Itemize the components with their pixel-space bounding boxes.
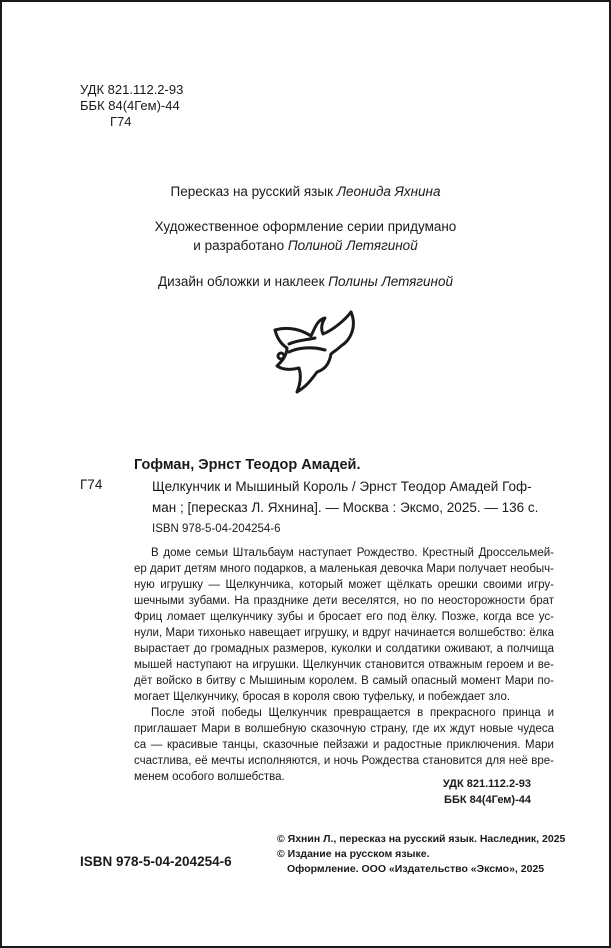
- series-design-prefix: и разработано: [193, 238, 288, 253]
- annotation-line: Фриц ломает щелкунчику зубы и бросает его под ёлку. Позже, когда все ус-: [134, 611, 554, 623]
- bbk-code: ББК 84(4Гем)-44: [80, 98, 180, 113]
- record-title-line1: Щелкунчик и Мышиный Король / Эрнст Теодор Амадей Гоф-: [152, 479, 532, 494]
- retelling-credit: [2, 182, 609, 201]
- series-design-line2: [2, 236, 609, 255]
- annotation-paragraph-2: [134, 705, 554, 785]
- annotation-line: После этой победы Щелкунчик превращается в прекрасного принца и: [151, 707, 554, 719]
- annotation-line: могает Щелкунчику, бросая в короля свою туфельку, и побеждает зло.: [134, 691, 511, 703]
- cover-design-name: Полины Летягиной: [328, 274, 453, 289]
- annotation-line: шечными зубами. На празднике дети веселятся, но по неосторожности брат: [134, 595, 554, 607]
- record-title-line2: ман ; [пересказ Л. Яхнина]. — Москва : Эксмо, 2025. — 136 с.: [152, 500, 539, 515]
- udk-code: УДК 821.112.2-93: [80, 82, 184, 97]
- cover-design-prefix: Дизайн обложки и наклеек: [157, 274, 329, 289]
- series-design-line1: Художественное оформление серии придумано: [154, 219, 457, 234]
- annotation-line: вырастает до громадных размеров, куколки и солдатики оживают, а полчища: [134, 643, 554, 655]
- record-isbn: ISBN 978-5-04-204254-6: [152, 523, 281, 535]
- annotation-line: са — красивые танцы, сказочные пейзажи и радостные приключения. Мари: [134, 739, 554, 751]
- copyright-line1: © Яхнин Л., пересказ на русский язык. Наследник, 2025: [277, 833, 566, 845]
- retelling-prefix: Пересказ на русский язык: [170, 184, 337, 199]
- annotation-line: ную игрушку — Щелкунчика, который может щёлкать орешки своими игру-: [134, 579, 554, 591]
- author-mark: Г74: [110, 114, 132, 129]
- annotation-line: ер дарит детям много подарков, а маленькая девочка Мари получает необыч-: [134, 563, 554, 575]
- bottom-udk-code: УДК 821.112.2-93: [442, 778, 531, 790]
- squirrel-logo-icon: [267, 308, 367, 398]
- copyright-line2: © Издание на русском языке.: [277, 848, 430, 860]
- annotation-line: приглашает Мари в волшебную сказочную страну, где их ждут новые чудеса: [134, 723, 554, 735]
- record-author-mark: Г74: [80, 477, 103, 492]
- retelling-name: Леонида Яхнина: [336, 184, 441, 199]
- copyright-line3: Оформление. ООО «Издательство «Эксмо», 2025: [287, 863, 545, 875]
- annotation-line: дёт войско в битву с Мышиным королем. В самый опасный момент Мари по-: [134, 675, 554, 687]
- cover-design-credit: [2, 272, 609, 291]
- bottom-bbk-code: ББК 84(4Гем)-44: [444, 794, 531, 806]
- isbn-large: ISBN 978-5-04-204254-6: [80, 854, 232, 869]
- annotation-line: мышей наступают на игрушки. Щелкунчик становится отважным героем и ве-: [134, 659, 554, 671]
- author-heading: Гофман, Эрнст Теодор Амадей.: [134, 457, 361, 473]
- annotation-line: счастлива, её мечты исполняются, и ночь Рождества становится для неё вре-: [134, 755, 554, 767]
- annotation-line: В доме семьи Штальбаум наступает Рождество. Крестный Дроссельмей-: [151, 547, 554, 559]
- annotation-line: менем особого волшебства.: [134, 771, 285, 783]
- annotation-paragraph-1: [134, 545, 554, 705]
- series-design-name: Полиной Летягиной: [287, 238, 418, 253]
- annotation-line: нули, Мари тихонько навещает игрушку, и вдруг начинается волшебство: ёлка: [134, 627, 554, 639]
